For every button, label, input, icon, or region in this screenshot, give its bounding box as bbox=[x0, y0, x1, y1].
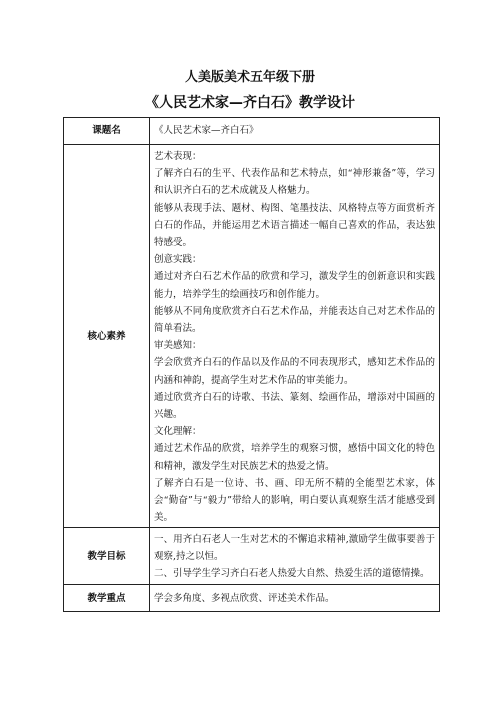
topic-label: 课题名 bbox=[64, 118, 150, 145]
core-heading-art-expression: 艺术表现： bbox=[154, 151, 202, 162]
table-row-topic bbox=[64, 118, 440, 145]
key-points-value: 学会多角度、多视点欣赏、评述美术作品。 bbox=[150, 585, 440, 612]
lesson-plan-table bbox=[63, 117, 440, 612]
key-points-label: 教学重点 bbox=[64, 585, 150, 612]
core-paragraph: 了解齐白石的生平、代表作品和艺术特点，如“神形兼备”等，学习和认识齐白石的艺术成就及人格魅力。 bbox=[154, 168, 435, 197]
table-row-key-points bbox=[64, 585, 440, 612]
core-paragraph: 通过对齐白石艺术作品的欣赏和学习，激发学生的创新意识和实践能力，培养学生的绘画技巧和创作能力。 bbox=[154, 271, 435, 300]
teaching-goals-label: 教学目标 bbox=[64, 528, 150, 585]
topic-value: 《人民艺术家—齐白石》 bbox=[150, 118, 440, 145]
core-paragraph: 学会欣赏齐白石的作品以及作品的不同表现形式，感知艺术作品的内涵和神韵，提高学生对艺术作品的审美能力。 bbox=[154, 357, 435, 386]
core-paragraph: 通过艺术作品的欣赏，培养学生的观察习惯，感悟中国文化的特色和精神，激发学生对民族艺术的热爱之情。 bbox=[154, 443, 435, 472]
document-title-line2: 《人民艺术家—齐白石》教学设计 bbox=[145, 95, 355, 111]
goal-item: 一、用齐白石老人一生对艺术的不懈追求精神,激励学生做事要善于观察,持之以恒。 bbox=[154, 533, 435, 562]
teaching-goals-content bbox=[150, 528, 440, 585]
core-heading-cultural-understanding: 文化理解： bbox=[154, 426, 202, 438]
core-paragraph: 了解齐白石是一位诗、书、画、印无所不精的全能型艺术家，体会“勤奋”与“毅力”带给人的影响，明白要认真观察生活才能感受到美。 bbox=[154, 477, 435, 524]
goal-item: 二、引导学生学习齐白石老人热爱大自然、热爱生活的道德情操。 bbox=[154, 568, 430, 580]
table-row-core-literacy bbox=[64, 145, 440, 528]
core-heading-creative-practice: 创意实践： bbox=[154, 254, 202, 266]
document-title-line1: 人美版美术五年级下册 bbox=[184, 70, 315, 85]
core-heading-aesthetic-perception: 审美感知： bbox=[154, 340, 202, 352]
core-literacy-label: 核心素养 bbox=[64, 145, 150, 528]
core-paragraph: 能够从表现手法、题材、构图、笔墨技法、风格特点等方面赏析齐白石的作品，并能运用艺术语言描述一幅自己喜欢的作品，表达独特感受。 bbox=[154, 202, 435, 249]
core-paragraph: 通过欣赏齐白石的诗歌、书法、篆刻、绘画作品，增添对中国画的兴趣。 bbox=[154, 391, 435, 421]
core-literacy-content bbox=[150, 145, 440, 528]
table-row-teaching-goals bbox=[64, 528, 440, 585]
core-paragraph: 能够从不同角度欣赏齐白石艺术作品，并能表达自己对艺术作品的简单看法。 bbox=[154, 305, 435, 335]
